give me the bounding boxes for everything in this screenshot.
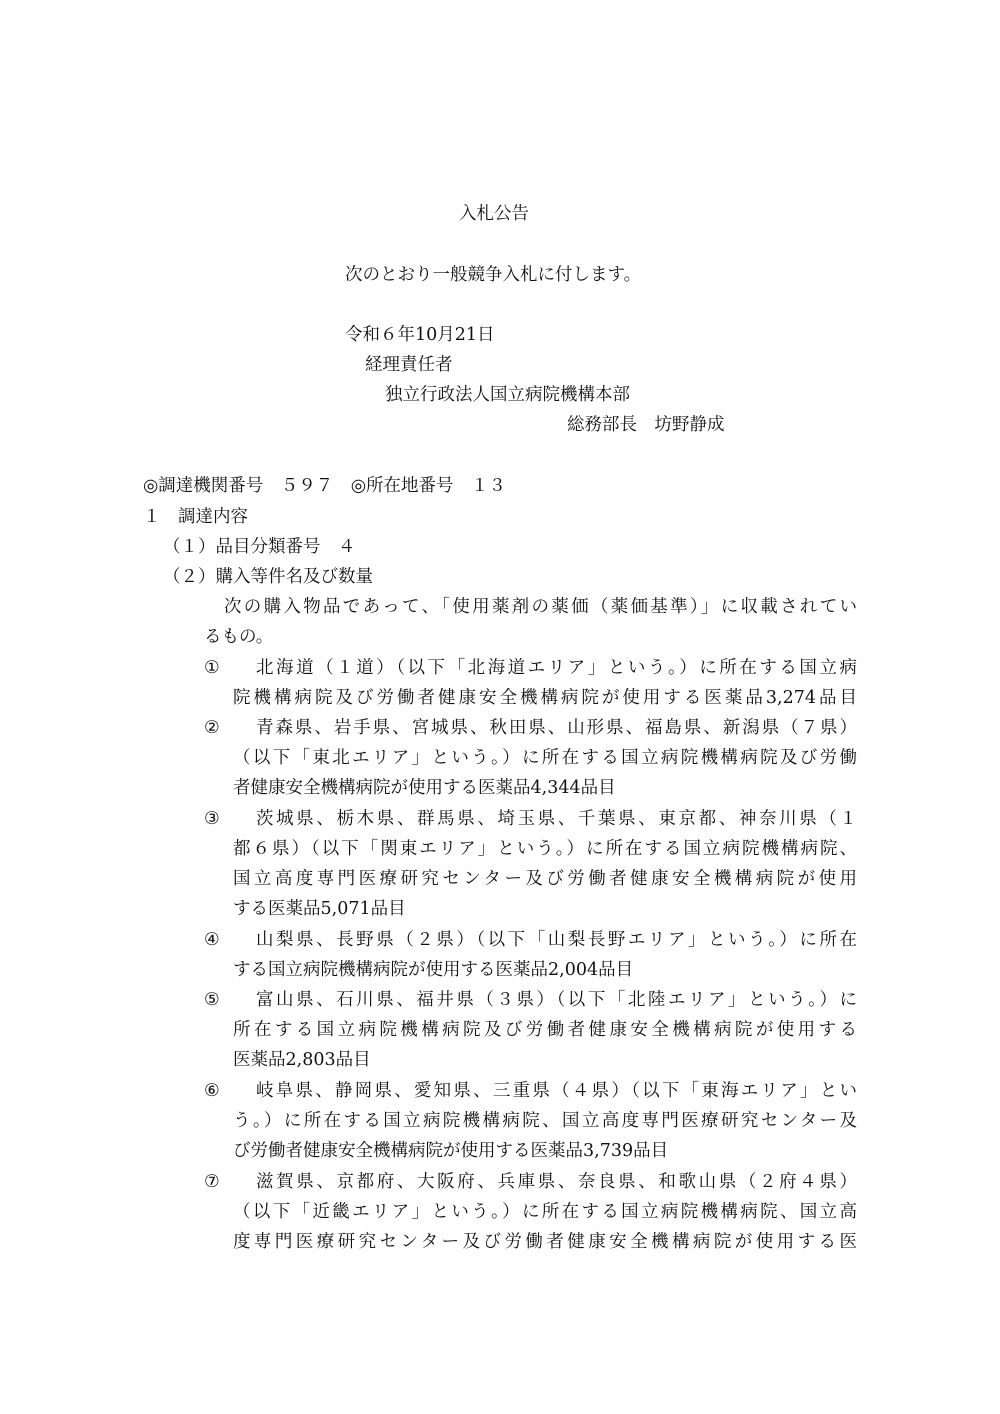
description-line: るもの。 xyxy=(204,627,274,647)
issuer-organization: 独立行政法人国立病院機構本部 xyxy=(385,385,630,405)
area-marker: ⑦ xyxy=(204,1172,220,1192)
area-text-line: 青森県、岩手県、宮城県、秋田県、山形県、福島県、新潟県（７県） xyxy=(256,718,857,738)
area-text-line: 北海道（１道）（以下「北海道エリア」という。）に所在する国立病 xyxy=(256,658,857,678)
issuer-person: 総務部長 坊野静成 xyxy=(567,415,725,435)
area-text-line: する国立病院機構病院が使用する医薬品2,004品目 xyxy=(233,960,634,980)
procurement-codes: ◎調達機関番号 ５９７ ◎所在地番号 １３ xyxy=(143,476,507,496)
area-text-line: （以下「東北エリア」という。）に所在する国立病院機構病院及び労働 xyxy=(233,748,857,768)
notice-date: 令和６年10月21日 xyxy=(345,325,495,345)
area-text-line: 岐阜県、静岡県、愛知県、三重県（４県）（以下「東海エリア」とい xyxy=(256,1081,857,1101)
area-text-line: 茨城県、栃木県、群馬県、埼玉県、千葉県、東京都、神奈川県（１ xyxy=(256,809,857,829)
area-marker: ① xyxy=(204,658,220,678)
intro-text: 次のとおり一般競争入札に付します。 xyxy=(345,265,642,285)
area-text-line: 国立高度専門医療研究センター及び労働者健康安全機構病院が使用 xyxy=(233,869,857,889)
issuer-role: 経理責任者 xyxy=(365,355,453,375)
area-text-line: 山梨県、長野県（２県）（以下「山梨長野エリア」という。）に所在 xyxy=(256,930,857,950)
area-text-line: 滋賀県、京都府、大阪府、兵庫県、奈良県、和歌山県（２府４県） xyxy=(256,1172,857,1192)
page-title: 入札公告 xyxy=(459,204,529,224)
area-text-line: 医薬品2,803品目 xyxy=(233,1050,371,1070)
description-line: 次の購入物品であって、「使用薬剤の薬価（薬価基準）」に収載されてい xyxy=(224,597,857,617)
area-text-line: び労働者健康安全機構病院が使用する医薬品3,739品目 xyxy=(233,1141,669,1161)
area-marker: ⑤ xyxy=(204,990,220,1010)
item-classification: （１）品目分類番号 ４ xyxy=(163,537,356,557)
area-text-line: 都６県）（以下「関東エリア」という。）に所在する国立病院機構病院、 xyxy=(233,839,857,859)
area-marker: ② xyxy=(204,718,220,738)
area-text-line: 院機構病院及び労働者健康安全機構病院が使用する医薬品3,274品目 xyxy=(233,688,857,708)
item-name-quantity: （２）購入等件名及び数量 xyxy=(163,567,373,587)
area-marker: ③ xyxy=(204,809,220,829)
area-text-line: 度専門医療研究センター及び労働者健康安全機構病院が使用する医 xyxy=(233,1232,857,1252)
area-marker: ④ xyxy=(204,930,220,950)
area-text-line: 所在する国立病院機構病院及び労働者健康安全機構病院が使用する xyxy=(233,1020,857,1040)
area-text-line: う。）に所在する国立病院機構病院、国立高度専門医療研究センター及 xyxy=(233,1111,857,1131)
area-text-line: 者健康安全機構病院が使用する医薬品4,344品目 xyxy=(233,778,616,798)
section-heading: １ 調達内容 xyxy=(143,507,248,527)
area-text-line: （以下「近畿エリア」という。）に所在する国立病院機構病院、国立高 xyxy=(233,1202,857,1222)
area-text-line: する医薬品5,071品目 xyxy=(233,899,406,919)
area-marker: ⑥ xyxy=(204,1081,220,1101)
area-text-line: 富山県、石川県、福井県（３県）（以下「北陸エリア」という。）に xyxy=(256,990,857,1010)
